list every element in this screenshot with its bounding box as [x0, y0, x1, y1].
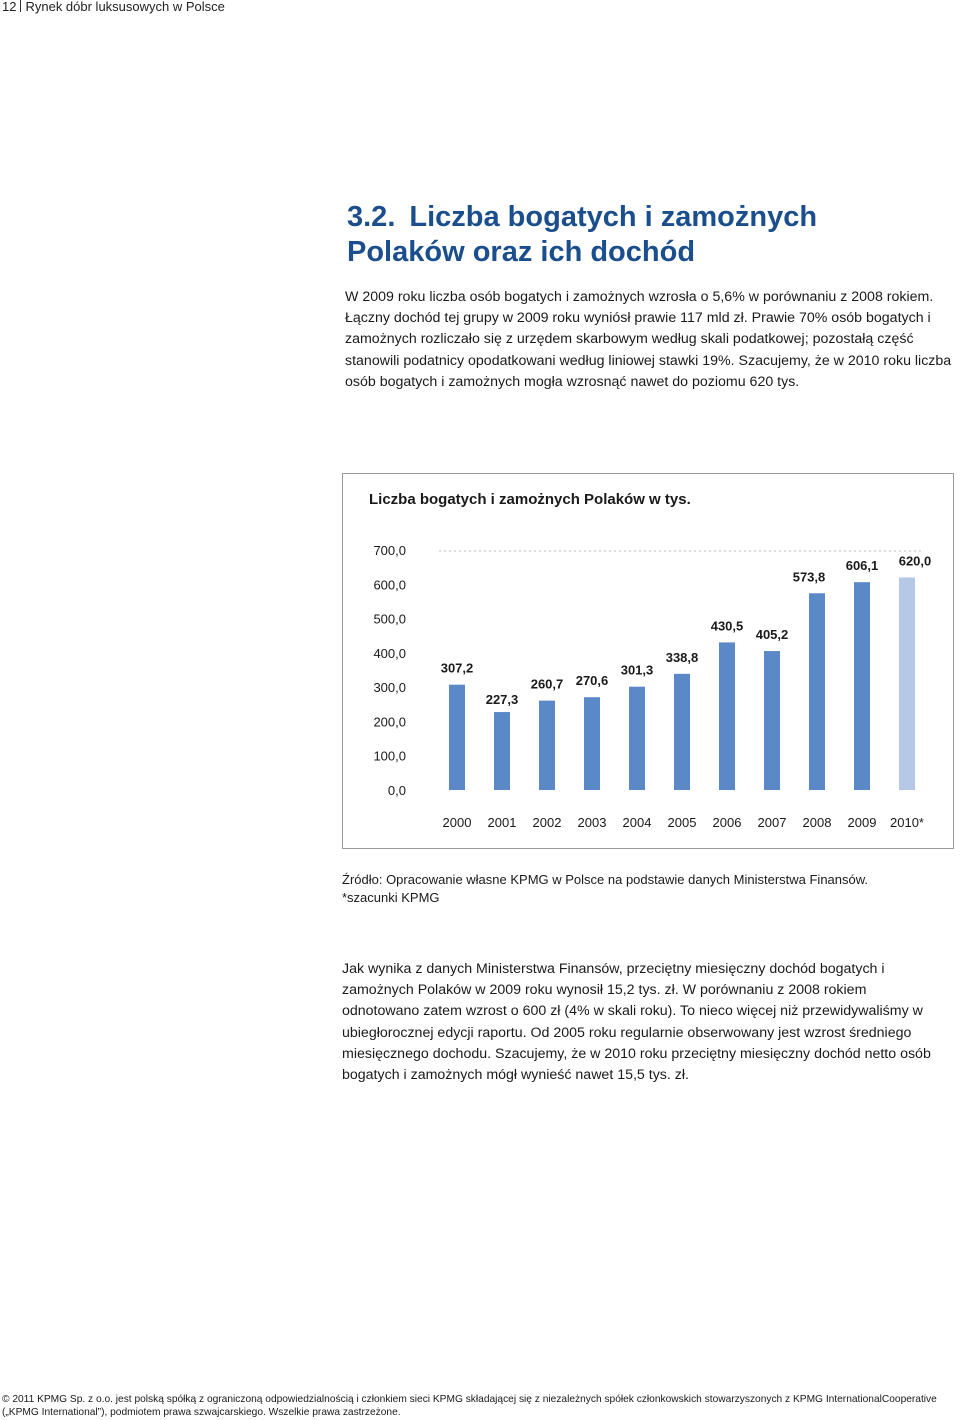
body-paragraph: Jak wynika z danych Ministerstwa Finansów, przeciętny miesięczny dochód bogatych i zamożnych Polaków w 2009 roku wynosił 15,2 tys. zł. W porównaniu z 2008 rokiem odnotowano zatem wzrost o 600 zł (4% w skali roku). To nieco więcej niż przewidywaliśmy w ubiegłorocznej edycji raportu. Od 2005 roku regularnie obserwowany jest wzrost średniego miesięcznego dochodu. Szacujemy, że w 2010 roku przeciętny miesięczny dochód netto osób bogatych i zamożnych mógł wynieść nawet 15,5 tys. zł.	[342, 961, 931, 1084]
bar-2003	[584, 697, 600, 790]
value-label: 606,1	[845, 558, 879, 574]
value-label: 307,2	[440, 660, 474, 676]
header-divider	[20, 0, 21, 12]
page-number: 12	[2, 0, 17, 14]
x-tick-label: 2009	[847, 815, 877, 830]
value-label: 573,8	[792, 569, 826, 585]
y-tick-label: 200,0	[373, 714, 406, 730]
bar-2010*	[899, 577, 915, 790]
value-label: 338,8	[665, 649, 699, 665]
bar-2002	[539, 701, 555, 790]
y-tick-label: 300,0	[373, 680, 406, 696]
value-label: 620,0	[898, 553, 932, 569]
value-label: 430,5	[710, 618, 744, 634]
value-label: 301,3	[620, 662, 654, 678]
running-title: Rynek dóbr luksusowych w Polsce	[25, 0, 225, 14]
section-title-line1: 3.2. Liczba bogatych i zamożnych	[347, 201, 818, 233]
y-tick-label: 0,0	[387, 783, 406, 798]
x-tick-label: 2007	[757, 815, 787, 830]
y-tick-label: 600,0	[373, 577, 406, 593]
bar-2004	[629, 687, 645, 790]
x-tick-label: 2004	[622, 815, 652, 830]
x-tick-label: 2010*	[890, 815, 924, 830]
bar-2008	[809, 593, 825, 790]
estimate-note: *szacunki KPMG	[342, 890, 440, 905]
section-title	[347, 200, 947, 270]
x-tick-label: 2001	[487, 815, 517, 830]
value-label: 405,2	[755, 627, 789, 643]
value-label: 227,3	[485, 692, 519, 708]
intro-paragraph: W 2009 roku liczba osób bogatych i zamożnych wzrosła o 5,6% w porównaniu z 2008 rokiem. Łączny dochód tej grupy w 2009 roku wyniósł prawie 117 mld zł. Prawie 70% osób bogatych i zamożnych rozliczało się z urzędem skarbowym według skali podatkowej; pozostałą część stanowili podatnicy opodatkowani według liniowej stawki 19%. Szacujemy, że w 2010 roku liczba osób bogatych i zamożnych mogła wzrosnąć nawet do poziomu 620 tys.	[345, 289, 952, 390]
running-header	[0, 0, 225, 16]
x-tick-label: 2002	[532, 815, 562, 830]
section-title-line2: Polaków oraz ich dochód	[347, 236, 696, 268]
bar-2009	[854, 582, 870, 790]
bar-2000	[449, 685, 465, 790]
bar-2007	[764, 651, 780, 790]
value-label: 270,6	[575, 673, 609, 689]
y-tick-label: 400,0	[373, 645, 406, 661]
section-number: 3.2.	[347, 201, 396, 233]
y-tick-label: 700,0	[373, 543, 406, 558]
copyright-footer: © 2011 KPMG Sp. z o.o. jest polską spółką z ograniczoną odpowiedzialnością i członkiem sieci KPMG składającej się z niezależnych spółek członkowskich stowarzyszonych z KPMG InternationalCooperative („KPMG International”), podmiotem prawa szwajcarskiego. Wszelkie prawa zastrzeżone.	[2, 1394, 937, 1418]
x-tick-label: 2003	[577, 815, 607, 830]
x-tick-label: 2006	[712, 815, 742, 830]
bar-2001	[494, 712, 510, 790]
source-line: Źródło: Opracowanie własne KPMG w Polsce na podstawie danych Ministerstwa Finansów.	[342, 872, 869, 887]
bar-chart	[342, 520, 954, 840]
chart-title: Liczba bogatych i zamożnych Polaków w tys.	[369, 491, 691, 508]
y-tick-label: 100,0	[373, 748, 406, 764]
y-tick-label: 500,0	[373, 611, 406, 627]
value-label: 260,7	[530, 676, 564, 692]
bar-2005	[674, 674, 690, 790]
x-tick-label: 2000	[442, 815, 472, 830]
bar-2006	[719, 642, 735, 790]
x-tick-label: 2008	[802, 815, 832, 830]
source-note	[342, 871, 952, 907]
x-tick-label: 2005	[667, 815, 697, 830]
